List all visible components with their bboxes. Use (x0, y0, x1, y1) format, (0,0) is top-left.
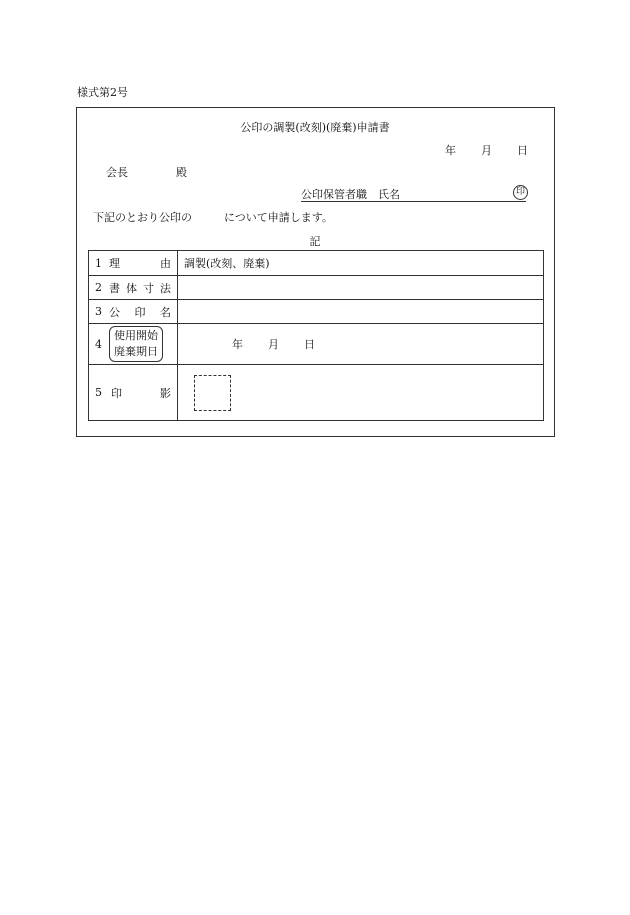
item-value-font-size[interactable] (178, 276, 544, 300)
seal-mark-icon: 印 (513, 185, 528, 200)
item-value-seal-name[interactable] (178, 300, 544, 324)
table-row (89, 276, 544, 300)
request-statement (93, 209, 333, 225)
period-label-bracket: 使用開始 廃棄期日 (109, 326, 163, 362)
item-label-font-size: 2 書 体 寸 法 (89, 276, 178, 300)
table-row (89, 251, 544, 276)
item-value-imprint[interactable] (178, 365, 544, 421)
addressee-name: 会長 (106, 166, 128, 179)
item-label-reason: 1 理 由 (89, 251, 178, 276)
applicant-line (301, 186, 526, 202)
item-label-imprint: 5 印 影 (89, 365, 178, 421)
item-value-period[interactable]: 年 月 日 (178, 324, 544, 365)
item-label-seal-name: 3 公 印 名 (89, 300, 178, 324)
imprint-box[interactable] (194, 375, 231, 411)
application-date (445, 142, 528, 158)
addressee-honorific: 殿 (176, 166, 187, 179)
addressee (106, 164, 187, 180)
form-number: 様式第2号 (77, 86, 128, 99)
month-unit: 月 (481, 144, 492, 157)
table-row (89, 300, 544, 324)
ki-heading: 記 (309, 235, 321, 248)
table-row (89, 365, 544, 421)
item-value-reason[interactable]: 調製(改刻、廃棄) (178, 251, 544, 276)
item-label-period: 4 使用開始 廃棄期日 (89, 324, 178, 365)
document-title: 公印の調製(改刻)(廃棄)申請書 (240, 121, 390, 134)
items-table (88, 250, 544, 421)
day-unit: 日 (517, 144, 528, 157)
statement-prefix: 下記のとおり公印の (93, 211, 192, 224)
applicant-label: 公印保管者職 氏名 (301, 188, 400, 201)
table-row (89, 324, 544, 365)
statement-suffix: について申請します。 (224, 211, 333, 224)
year-unit: 年 (445, 144, 456, 157)
